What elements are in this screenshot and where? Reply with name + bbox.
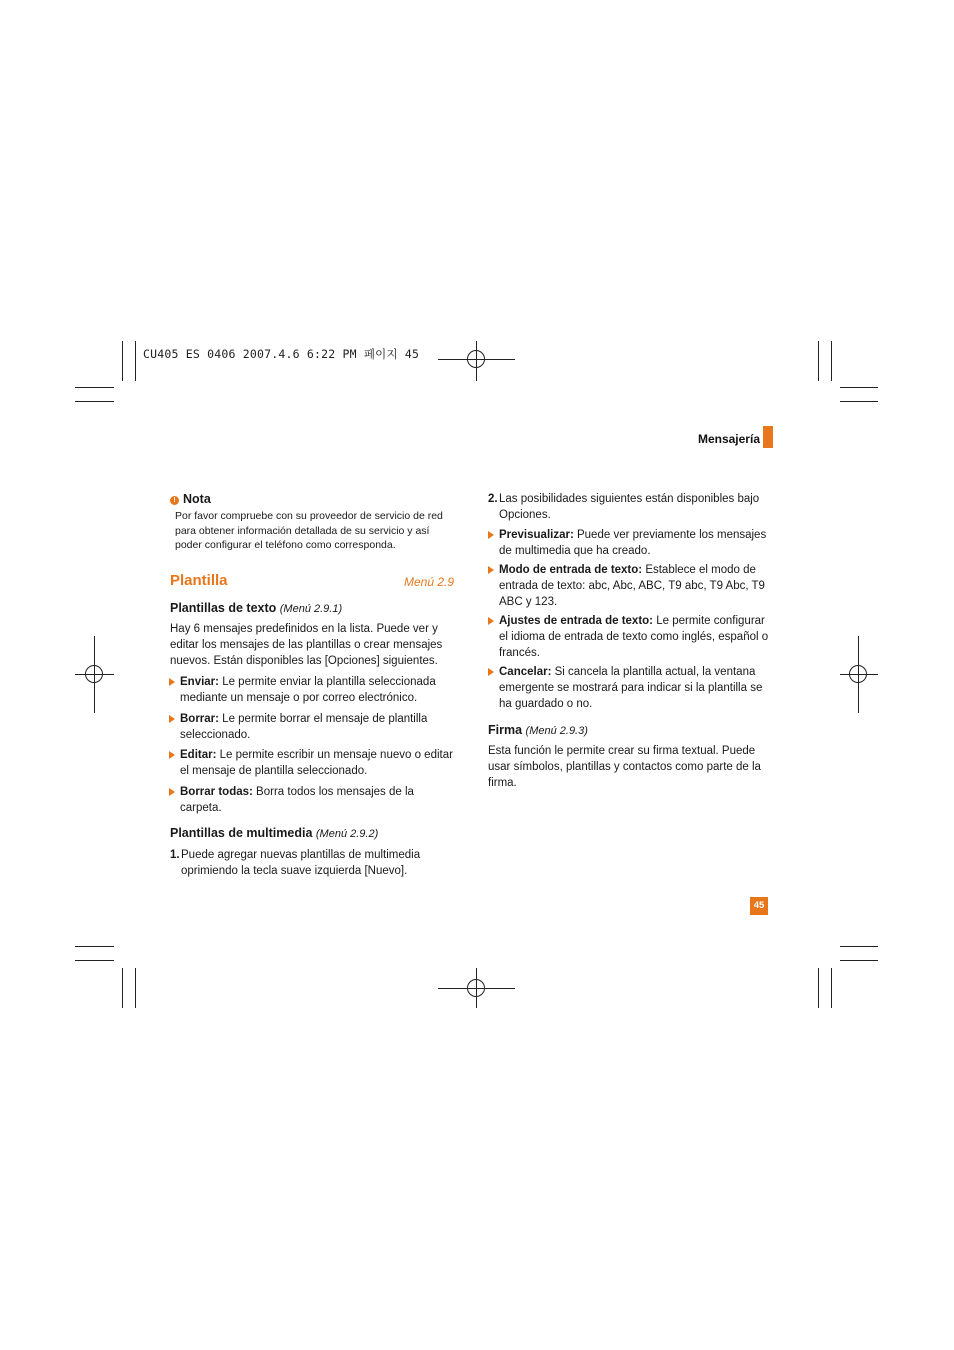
bullet-arrow-icon [169, 715, 175, 723]
step-1: 1. Puede agregar nuevas plantillas de multimedia oprimiendo la tecla suave izquierda [Nuevo]. [170, 849, 421, 877]
list-item-modo-entrada: Modo de entrada de texto: Establece el modo de entrada de texto: abc, Abc, ABC, T9 abc, T9 Abc, T9 ABC y 123. [499, 562, 774, 610]
subheading-plantillas-multimedia: Plantillas de multimedia (Menú 2.9.2) [170, 826, 379, 840]
list-item-editar: Editar: Le permite escribir un mensaje nuevo o editar el mensaje de plantilla seleccionado. [180, 747, 455, 779]
subheading-firma: Firma (Menú 2.9.3) [488, 723, 588, 737]
note-icon: ! [170, 496, 179, 505]
print-slug: CU405 ES 0406 2007.4.6 6:22 PM 페이지 45 [143, 347, 420, 361]
texto-intro: Hay 6 mensajes predefinidos en la lista. Puede ver y editar los mensajes de las plantillas o crear mensajes nuevos. Están disponibles las [Opciones] siguientes. [170, 623, 443, 667]
note-heading: ! Nota [170, 492, 211, 506]
bullet-arrow-icon [488, 531, 494, 539]
bullet-arrow-icon [488, 566, 494, 574]
section-tab-marker [763, 426, 773, 448]
bullet-arrow-icon [169, 788, 175, 796]
page-number: 45 [750, 897, 768, 915]
list-item-previsualizar: Previsualizar: Puede ver previamente los mensajes de multimedia que ha creado. [499, 527, 774, 559]
bullet-arrow-icon [169, 751, 175, 759]
section-heading-plantilla: Plantilla [170, 572, 228, 589]
list-item-borrar: Borrar: Le permite borrar el mensaje de plantilla seleccionado. [180, 711, 455, 743]
menu-reference: Menú 2.9 [404, 575, 455, 589]
bullet-arrow-icon [488, 617, 494, 625]
list-item-borrar-todas: Borrar todas: Borra todos los mensajes de la carpeta. [180, 784, 420, 816]
step-2: 2. Las posibilidades siguientes están disponibles bajo Opciones. [488, 493, 760, 521]
firma-text: Esta función le permite crear su firma textual. Puede usar símbolos, plantillas y contactos como parte de la firma. [488, 745, 761, 789]
bullet-arrow-icon [488, 668, 494, 676]
list-item-ajustes-entrada: Ajustes de entrada de texto: Le permite configurar el idioma de entrada de texto como inglés, español o francés. [499, 613, 774, 661]
bullet-arrow-icon [169, 678, 175, 686]
note-text: Por favor compruebe con su proveedor de servicio de red para obtener información detallada de su servicio y así poder configurar el teléfono como corresponda. [175, 510, 443, 551]
list-item-enviar: Enviar: Le permite enviar la plantilla seleccionada mediante un mensaje o por correo electrónico. [180, 674, 455, 706]
section-title: Mensajería [697, 432, 760, 446]
list-item-cancelar: Cancelar: Si cancela la plantilla actual, la ventana emergente se mostrará para indicar si la plantilla se ha guardado o no. [499, 664, 774, 712]
subheading-plantillas-texto: Plantillas de texto (Menú 2.9.1) [170, 601, 343, 615]
